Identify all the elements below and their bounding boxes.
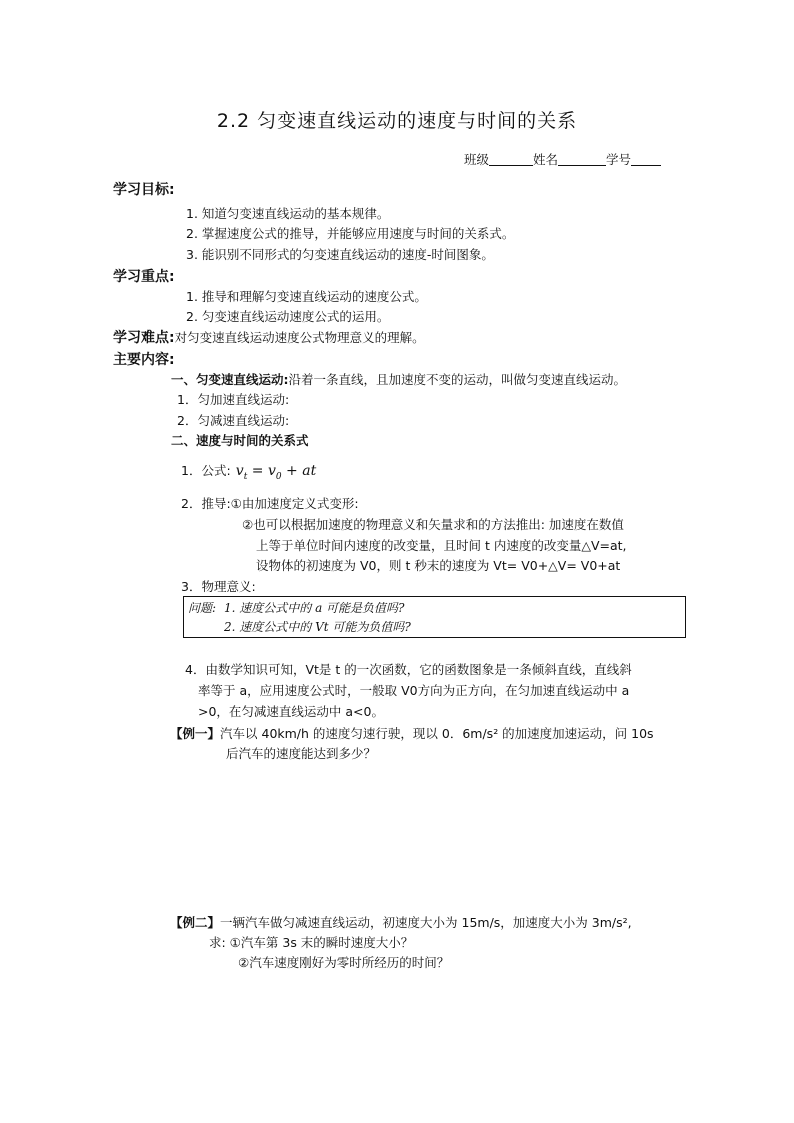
objective-item: 3. 能识别不同形式的匀变速直线运动的速度-时间图象。 — [186, 247, 494, 262]
formula-row — [181, 460, 316, 482]
uniform-acceleration-item: 1．匀加速直线运动: — [177, 392, 290, 407]
example-two-line1: 一辆汽车做匀减速直线运动，初速度大小为 15m/s，加速度大小为 3m/s², — [220, 915, 632, 930]
function-note-line1: 4．由数学知识可知，Vt是 t 的一次函数，它的函数图象是一条倾斜直线，直线斜 — [185, 662, 632, 677]
class-label: 班级 — [464, 152, 490, 167]
example-one-line1: 汽车以 40km/h 的速度匀速行驶，现以 0．6m/s² 的加速度加速运动，问 10s — [220, 726, 654, 741]
derivation-method-two-line3: 设物体的初速度为 V0，则 t 秒末的速度为 Vt= V0+△V= V0+at — [256, 558, 621, 573]
uniform-deceleration-item: 2．匀减速直线运动: — [177, 413, 290, 428]
main-content-heading: 主要内容: — [113, 352, 175, 368]
difficulty-row — [113, 327, 425, 347]
difficulty-heading: 学习难点: — [113, 330, 175, 346]
difficulty-text: 对匀变速直线运动速度公式物理意义的理解。 — [174, 330, 425, 345]
section-two-label: 二、速度与时间的关系式 — [171, 433, 309, 448]
class-blank — [489, 151, 533, 166]
physical-meaning-label: 3．物理意义: — [181, 579, 256, 594]
function-note-line3: >0，在匀减速直线运动中 a<0。 — [198, 704, 384, 719]
question-one: 1. 速度公式中的 a 可能是负值吗? — [224, 601, 405, 615]
key-point-item: 2. 匀变速直线运动速度公式的运用。 — [186, 309, 390, 324]
section-one-label: 一、匀变速直线运动: — [171, 372, 289, 387]
derivation-method-two-line1: ②也可以根据加速度的物理意义和矢量求和的方法推出: 加速度在数值 — [242, 517, 624, 532]
formula-label: 1．公式: — [181, 463, 231, 478]
example-one-label: 【例一】 — [170, 726, 221, 741]
example-one — [170, 723, 654, 742]
velocity-formula: $v_t = v_0$ + at — [235, 463, 317, 482]
key-point-item: 1. 推导和理解匀变速直线运动的速度公式。 — [186, 289, 427, 304]
section-one-text: 沿着一条直线，且加速度不变的运动，叫做匀变速直线运动。 — [288, 372, 627, 387]
number-blank — [631, 151, 661, 166]
derivation-row — [181, 494, 359, 512]
question-prefix: 问题: — [188, 601, 217, 615]
derivation-method-one: ①由加速度定义式变形: — [230, 496, 359, 511]
example-one-line2: 后汽车的速度能达到多少？ — [226, 746, 377, 761]
example-two-label: 【例二】 — [170, 915, 221, 930]
page-title: 2.2 匀变速直线运动的速度与时间的关系 — [216, 110, 578, 132]
key-points-heading: 学习重点: — [113, 269, 175, 285]
objective-item: 2. 掌握速度公式的推导，并能够应用速度与时间的关系式。 — [186, 226, 515, 241]
number-label: 学号 — [606, 152, 632, 167]
student-info-fields — [464, 150, 661, 168]
example-two-line3: ②汽车速度刚好为零时所经历的时间？ — [238, 955, 450, 970]
question-box — [183, 596, 686, 638]
objectives-heading: 学习目标: — [113, 182, 175, 198]
derivation-label: 2．推导: — [181, 496, 231, 511]
function-note-line2: 率等于 a，应用速度公式时，一般取 V0方向为正方向，在匀加速直线运动中 a — [198, 683, 630, 698]
example-two-line2: 求: ①汽车第 3s 末的瞬时速度大小？ — [209, 935, 414, 950]
name-label: 姓名 — [533, 152, 559, 167]
example-two — [170, 912, 632, 931]
question-two: 2. 速度公式中的 Vt 可能为负值吗? — [224, 620, 411, 634]
objective-item: 1. 知道匀变速直线运动的基本规律。 — [186, 206, 390, 221]
section-one — [171, 369, 626, 388]
name-blank — [558, 151, 606, 166]
derivation-method-two-line2: 上等于单位时间内速度的改变量，且时间 t 内速度的改变量△V=at, — [256, 538, 627, 553]
